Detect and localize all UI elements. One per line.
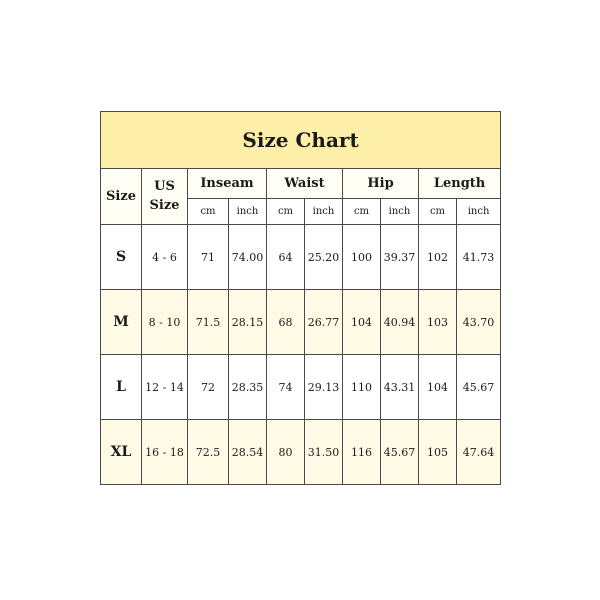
value-cell: 102 [419,225,457,290]
value-cell: 64 [267,225,305,290]
value-cell: 45.67 [457,355,501,420]
value-cell: 28.54 [229,420,267,485]
us-size-cell: 12 - 14 [142,355,188,420]
chart-title: Size Chart [101,112,501,169]
size-cell: L [101,355,142,420]
unit-header: cm [188,199,229,225]
value-cell: 104 [343,290,381,355]
size-cell: XL [101,420,142,485]
table-row [101,290,501,355]
value-cell: 28.15 [229,290,267,355]
value-cell: 29.13 [305,355,343,420]
value-cell: 26.77 [305,290,343,355]
table-row [101,225,501,290]
us-size-cell: 8 - 10 [142,290,188,355]
value-cell: 43.70 [457,290,501,355]
size-column-header: Size [101,169,142,225]
us-size-cell: 16 - 18 [142,420,188,485]
waist-group-header: Waist [267,169,343,199]
us-size-header-line1: US [154,179,175,195]
value-cell: 105 [419,420,457,485]
table-row [101,355,501,420]
value-cell: 45.67 [381,420,419,485]
size-cell: M [101,290,142,355]
value-cell: 40.94 [381,290,419,355]
inseam-group-header: Inseam [188,169,267,199]
us-size-header-line2: Size [149,197,180,213]
value-cell: 104 [419,355,457,420]
value-cell: 71 [188,225,229,290]
value-cell: 72 [188,355,229,420]
value-cell: 116 [343,420,381,485]
value-cell: 110 [343,355,381,420]
value-cell: 31.50 [305,420,343,485]
length-group-header: Length [419,169,501,199]
unit-header: inch [381,199,419,225]
value-cell: 80 [267,420,305,485]
us-size-column-header [142,169,188,225]
unit-header: cm [267,199,305,225]
value-cell: 25.20 [305,225,343,290]
unit-header: inch [457,199,501,225]
value-cell: 47.64 [457,420,501,485]
value-cell: 100 [343,225,381,290]
value-cell: 72.5 [188,420,229,485]
size-cell: S [101,225,142,290]
size-chart-table [100,111,501,485]
value-cell: 43.31 [381,355,419,420]
us-size-cell: 4 - 6 [142,225,188,290]
unit-header: cm [343,199,381,225]
value-cell: 71.5 [188,290,229,355]
value-cell: 39.37 [381,225,419,290]
value-cell: 74.00 [229,225,267,290]
value-cell: 103 [419,290,457,355]
unit-header: inch [305,199,343,225]
unit-header: cm [419,199,457,225]
value-cell: 74 [267,355,305,420]
hip-group-header: Hip [343,169,419,199]
value-cell: 28.35 [229,355,267,420]
table-row [101,420,501,485]
unit-header: inch [229,199,267,225]
value-cell: 68 [267,290,305,355]
value-cell: 41.73 [457,225,501,290]
